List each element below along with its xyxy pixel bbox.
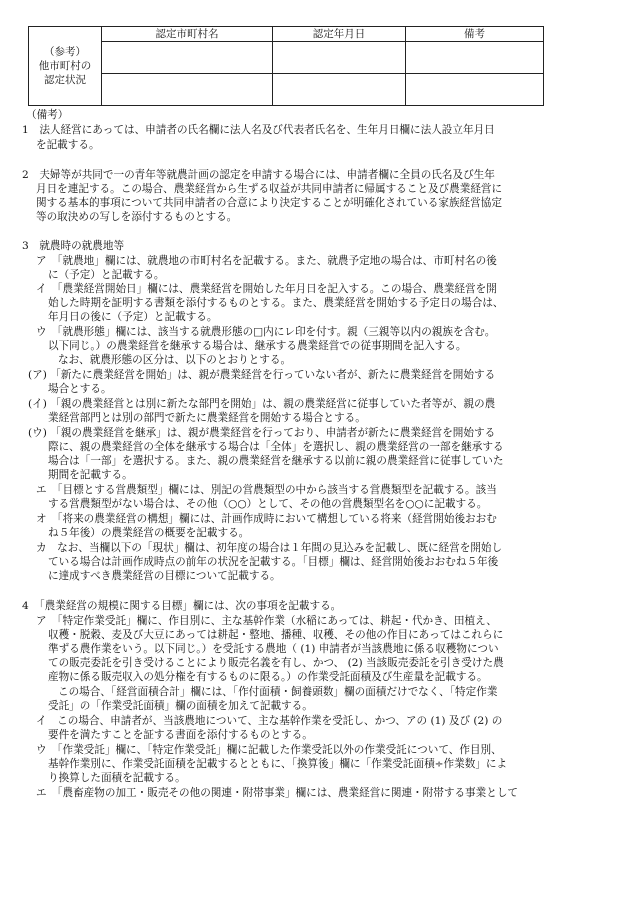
note-line: 産物に係る販売収入の処分権を有するものに限る。）の作業受託面積及び生産量を記載する。	[48, 671, 488, 683]
note-line: 業経営部門とは別の部門で新たに農業経営を開始する場合とする。	[48, 412, 366, 424]
note-line: オ 「将来の農業経営の構想」欄には、計画作成時において構想している将来（経営開始後おおむ	[36, 513, 497, 525]
note-line: ウ 「作業受託」欄に、「特定作業受託」欄に記載した作業受託以外の作業受託について、作目別、	[36, 744, 502, 756]
table-cell	[273, 42, 406, 74]
table-row	[29, 74, 544, 106]
column-header-certification-date: 認定年月日	[273, 27, 406, 42]
note-line: 場合は「一部」を選択する。また、親の農業経営を継承する以前に親の農業経営に従事していた	[48, 455, 504, 467]
note-line: (イ) 「親の農業経営とは別に新たな部門を開始」は、親の農業経営に従事していた者等が、親の農	[28, 398, 496, 410]
table-row	[29, 42, 544, 74]
note-line: 月日を連記する。この場合、農業経営から生ずる収益が共同申請者に帰属すること及び農業経営に	[36, 183, 503, 195]
note-line: 関する基本的事項について共同申請者の合意により決定することが明確化されている家族経営協定	[36, 197, 502, 209]
note-line: ね５年後）の農業経営の概要を記載する。	[48, 527, 250, 539]
note-line: 1 法人経営にあっては、申請者の氏名欄に法人名及び代表者氏名を、生年月日欄に法人設立年月日	[22, 124, 495, 136]
note-line: エ 「目標とする営農類型」欄には、別記の営農類型の中から該当する営農類型を記載する。該当	[36, 484, 497, 496]
note-line: ての販売委託を引き受けることにより販売名義を有し、かつ、 (2) 当該販売委託を引き受けた農	[48, 657, 504, 669]
other-municipality-certification-table	[28, 26, 544, 106]
note-line: エ 「農畜産物の加工・販売その他の関連・附帯事業」欄には、農業経営に関連・附帯する事業として	[36, 787, 519, 799]
table-cell	[273, 74, 406, 106]
note-line: 等の取決めの写しを添付するものとする。	[36, 211, 238, 223]
note-line: なお、就農形態の区分は、以下のとおりとする。	[58, 354, 292, 366]
table-cell	[406, 42, 544, 74]
note-line: 以下同じ。）の農業経営を継承する場合は、継承する農業経営での従事期間を記入する。	[48, 340, 467, 352]
note-line: ウ 「就農形態」欄には、該当する就農形態の□内にレ印を付す。親（三親等以内の親族を含む。	[36, 326, 496, 338]
note-line: 4 「農業経営の規模に関する目標」欄には、次の事項を記載する。	[22, 600, 342, 612]
note-line: 受託」の「作業受託面積」欄の面積を加えて記載する。	[48, 700, 313, 712]
note-line: 期間を記載する。	[48, 469, 133, 481]
note-line: に（予定）と記載する。	[48, 269, 165, 281]
note-line: カ なお、当欄以下の「現状」欄は、初年度の場合は１年間の見込みを記載し、既に経営を開始し	[36, 542, 503, 554]
note-line: り換算した面積を記載する。	[48, 772, 186, 784]
note-line: する営農類型がない場合は、その他（○○）として、その他の営農類型名を○○に記載する。	[48, 498, 488, 510]
note-line: ア 「就農地」欄には、就農地の市町村名を記載する。また、就農予定地の場合は、市町村名の後	[36, 255, 497, 267]
note-line: 要件を満たすことを証する書面を添付するものとする。	[48, 729, 313, 741]
table-cell	[102, 42, 273, 74]
note-line: に達成すべき農業経営の目標について記載する。	[48, 570, 281, 582]
note-line: 場合とする。	[48, 383, 112, 395]
note-line: 2 夫婦等が共同で一の青年等就農計画の認定を申請する場合には、申請者欄に全員の氏名及び生年	[22, 169, 495, 181]
note-line: ア 「特定作業受託」欄に、作目別に、主な基幹作業（水稲にあっては、耕起・代かき、田植え、	[36, 615, 497, 627]
note-line: 始した時期を証明する書類を添付するものとする。また、農業経営を開始する予定日の場合は、	[48, 297, 504, 309]
row-header-line: 他市町村の	[38, 60, 92, 72]
note-line: 準ずる農作業をいう。以下同じ。）を受託する農地（ (1) 申請者が当該農地に係る収穫物につい	[48, 643, 499, 655]
table-row-header	[29, 27, 102, 106]
column-header-remarks: 備考	[406, 27, 544, 42]
note-line: 際に、親の農業経営の全体を継承する場合は「全体」を選択し、親の農業経営の一部を継承する	[48, 441, 504, 453]
table-cell	[102, 74, 273, 106]
row-header-line: （参考）	[44, 46, 86, 58]
note-line: (ウ) 「親の農業経営を継承」は、親が農業経営を行っており、申請者が新たに農業経営を開始する	[28, 427, 496, 439]
note-line: 収穫・脱穀、麦及び大豆にあっては耕起・整地、播種、収穫、その他の作目にあってはこれらに	[48, 629, 504, 641]
note-line: この場合、「経営面積合計」欄には、「作付面積・飼養頭数」欄の面積だけでなく、「特定作業	[58, 686, 498, 698]
table-cell	[406, 74, 544, 106]
note-line: 3 就農時の就農地等	[22, 240, 125, 252]
note-line: イ 「農業経営開始日」欄には、農業経営を開始した年月日を記入する。この場合、農業経営を開	[36, 283, 497, 295]
note-line: ている場合は計画作成時点の前年の状況を記載する。「目標」欄は、経営開始後おおむね５年後	[48, 556, 499, 568]
row-header-line: 認定状況	[44, 74, 86, 86]
column-header-municipality: 認定市町村名	[102, 27, 273, 42]
note-line: イ この場合、申請者が、当該農地について、主な基幹作業を受託し、かつ、アの (1) 及び (2) の	[36, 715, 503, 727]
note-line: を記載する。	[36, 139, 100, 151]
note-line: 年月日の後に（予定）と記載する。	[48, 311, 218, 323]
note-line: (ア) 「新たに農業経営を開始」は、親が農業経営を行っていない者が、新たに農業経営を開始する	[28, 369, 496, 381]
note-line: 基幹作業別に、作業受託面積を記載するとともに、「換算後」欄に「作業受託面積÷作業数」によ	[48, 758, 508, 770]
notes-heading: （備考）	[26, 109, 69, 121]
